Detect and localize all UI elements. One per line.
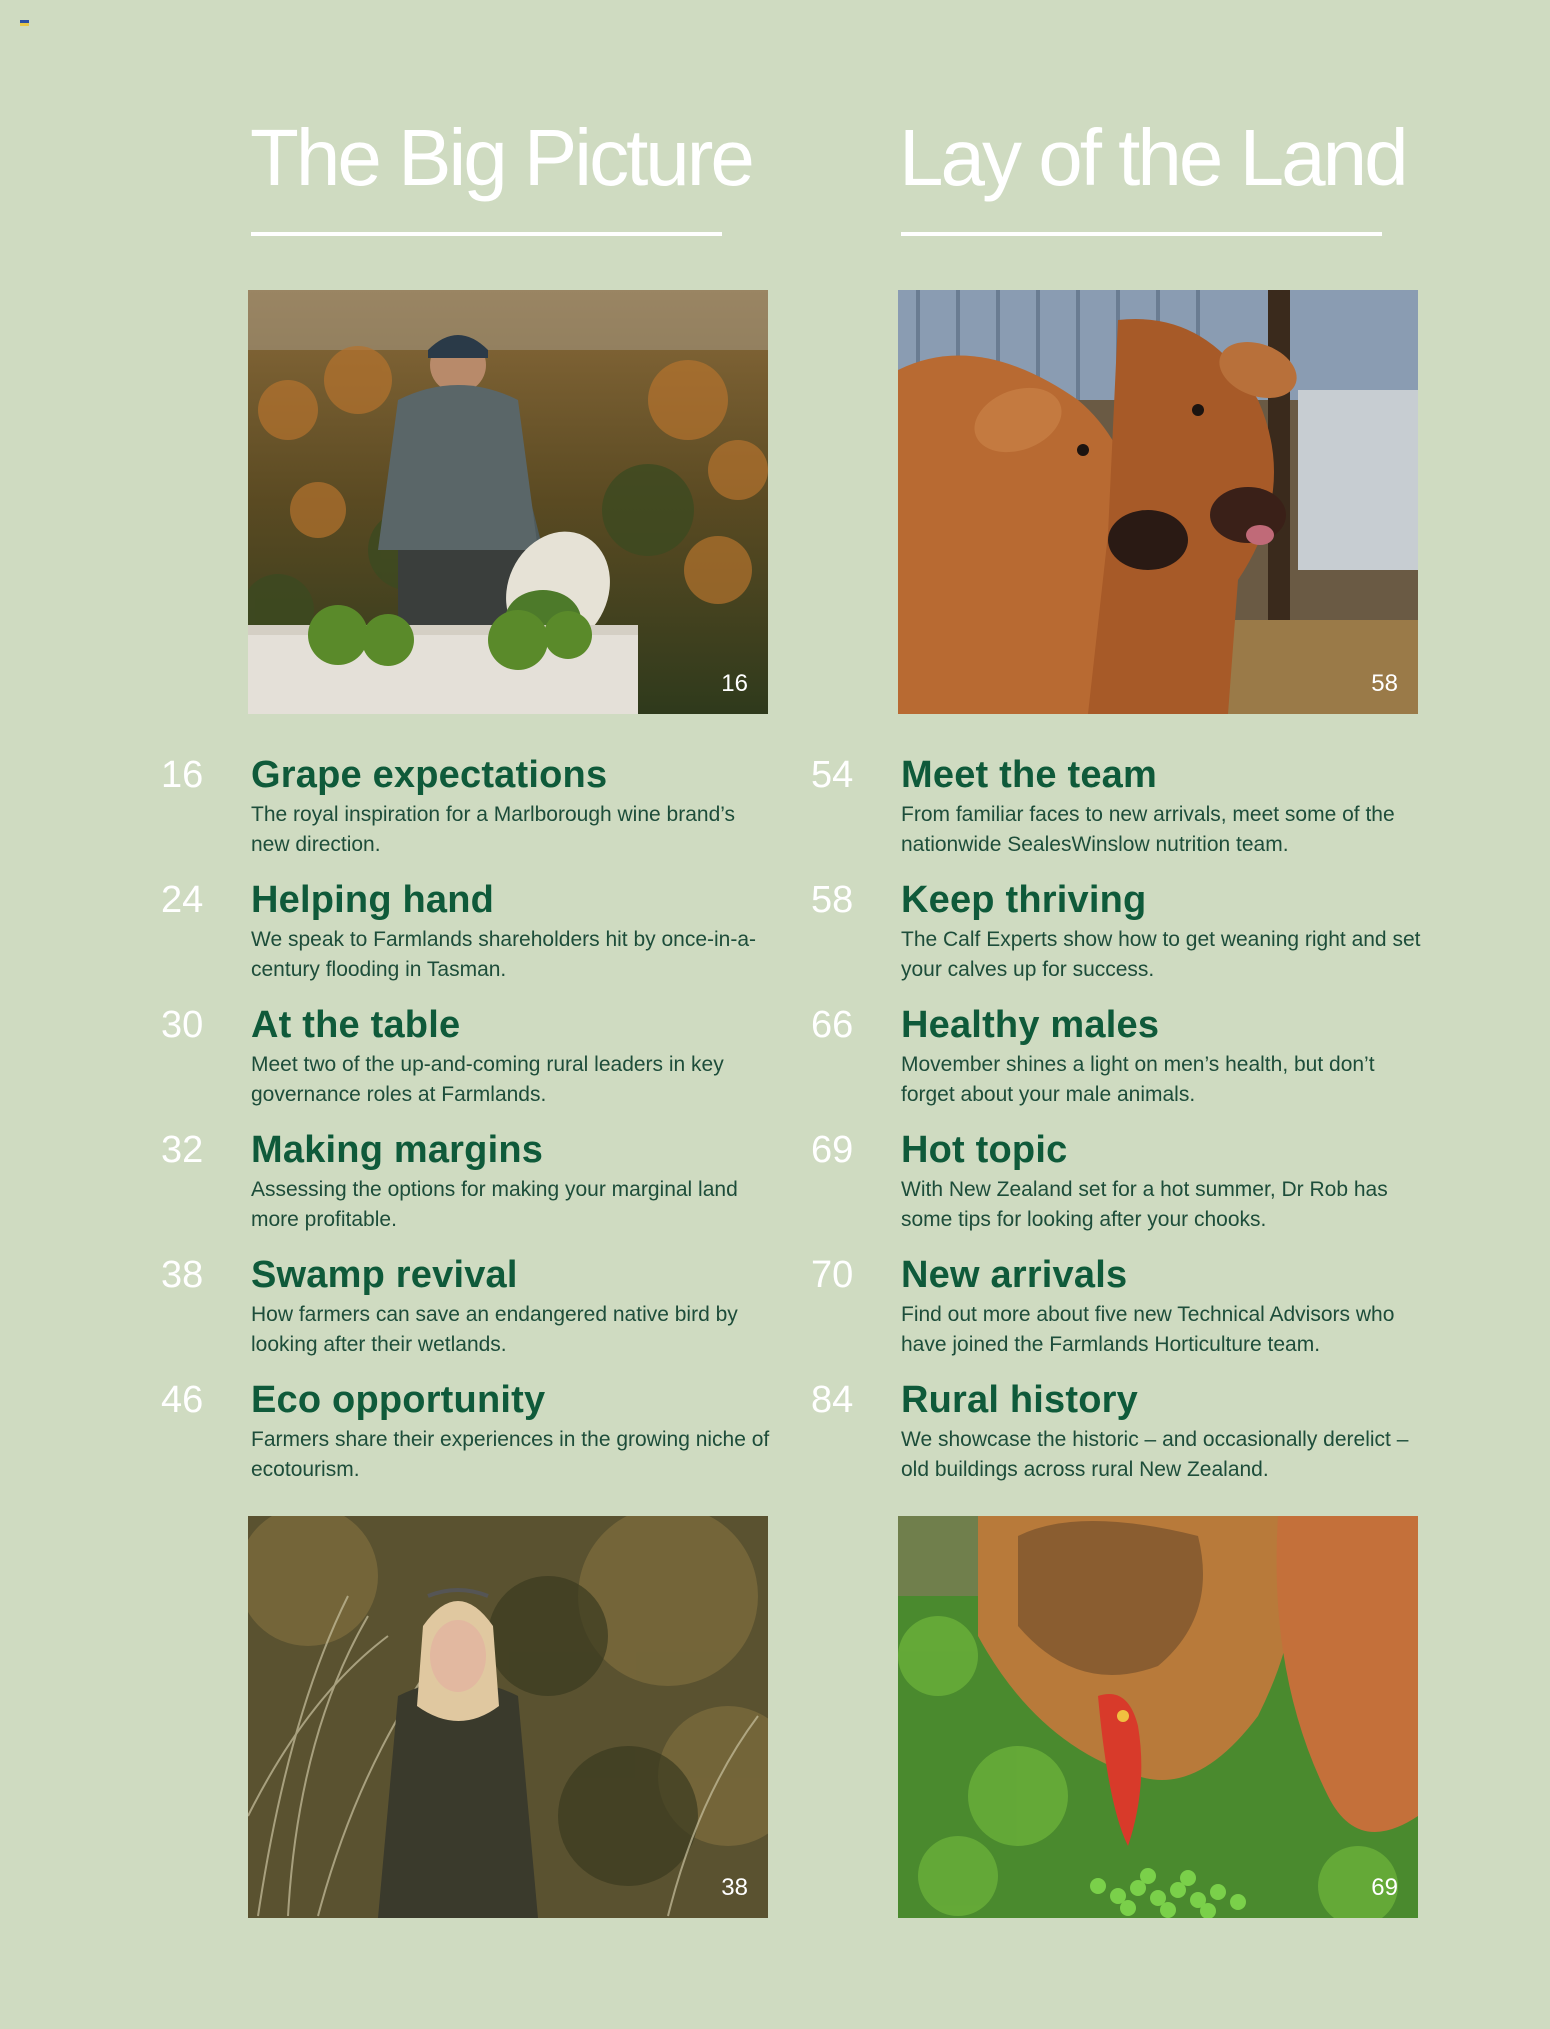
toc-entry-title: Eco opportunity xyxy=(251,1379,546,1421)
photo-calves[interactable] xyxy=(898,290,1418,714)
toc-page-number: 66 xyxy=(811,1004,854,1046)
toc-entry-title: Hot topic xyxy=(901,1129,1068,1171)
toc-entry[interactable] xyxy=(161,1379,771,1485)
toc-page-number: 38 xyxy=(161,1254,204,1296)
toc-entry-title: Grape expectations xyxy=(251,754,608,796)
toc-page-number: 58 xyxy=(811,879,854,921)
photo-page-number: 38 xyxy=(721,1874,748,1901)
toc-entry-title: Healthy males xyxy=(901,1004,1160,1046)
toc-entry-description: Meet two of the up-and-coming rural leaders in key governance roles at Farmlands. xyxy=(251,1052,724,1106)
toc-entry-description: Find out more about five new Technical Advisors who have joined the Farmlands Horticulture team. xyxy=(901,1302,1395,1356)
toc-page-number: 69 xyxy=(811,1129,854,1171)
toc-entry[interactable] xyxy=(161,1129,771,1235)
photo-vineyard-worker[interactable] xyxy=(248,290,768,714)
toc-page-number: 46 xyxy=(161,1379,204,1421)
toc-entry-description: The Calf Experts show how to get weaning right and set your calves up for success. xyxy=(901,927,1421,981)
toc-page-number: 54 xyxy=(811,754,854,796)
toc-entry-description: Farmers share their experiences in the growing niche of ecotourism. xyxy=(251,1427,770,1481)
toc-entry-title: New arrivals xyxy=(901,1254,1128,1296)
toc-entry-title: Meet the team xyxy=(901,754,1158,796)
toc-entry-title: Helping hand xyxy=(251,879,495,921)
toc-entry[interactable] xyxy=(811,879,1421,985)
toc-entry[interactable] xyxy=(811,1129,1421,1235)
toc-entry-title: Swamp revival xyxy=(251,1254,518,1296)
toc-entry-description: With New Zealand set for a hot summer, Dr Rob has some tips for looking after your chooks. xyxy=(901,1177,1388,1231)
toc-entry[interactable] xyxy=(811,1254,1421,1360)
toc-entry[interactable] xyxy=(161,879,771,985)
toc-page-number: 16 xyxy=(161,754,204,796)
section-title-big-picture: The Big Picture xyxy=(250,113,752,202)
toc-entry-description: We speak to Farmlands shareholders hit by once-in-a-century flooding in Tasman. xyxy=(251,927,757,981)
toc-entry[interactable] xyxy=(161,754,771,860)
photo-chickens[interactable] xyxy=(898,1516,1418,1918)
photo-page-number: 58 xyxy=(1371,670,1398,697)
toc-entry[interactable] xyxy=(811,1004,1421,1110)
photo-wetland-woman[interactable] xyxy=(248,1516,768,1918)
toc-page-number: 70 xyxy=(811,1254,854,1296)
toc-entry[interactable] xyxy=(161,1254,771,1360)
section-title-lay-of-the-land: Lay of the Land xyxy=(899,113,1406,202)
title-underline-left xyxy=(251,232,722,236)
toc-entry-description: Movember shines a light on men’s health, but don’t forget about your male animals. xyxy=(901,1052,1375,1106)
toc-entry-description: Assessing the options for making your marginal land more profitable. xyxy=(251,1177,738,1231)
toc-page-number: 30 xyxy=(161,1004,204,1046)
toc-entry[interactable] xyxy=(811,1379,1421,1485)
toc-entry[interactable] xyxy=(811,754,1421,860)
toc-entry-title: Making margins xyxy=(251,1129,544,1171)
toc-entry[interactable] xyxy=(161,1004,771,1110)
toc-page-number: 32 xyxy=(161,1129,204,1171)
corner-marker-icon xyxy=(20,20,29,27)
toc-page-number: 24 xyxy=(161,879,204,921)
toc-entry-title: Rural history xyxy=(901,1379,1138,1421)
toc-entry-title: Keep thriving xyxy=(901,879,1147,921)
toc-page-number: 84 xyxy=(811,1379,854,1421)
photo-page-number: 16 xyxy=(721,670,748,697)
toc-entry-description: How farmers can save an endangered native bird by looking after their wetlands. xyxy=(251,1302,738,1356)
title-underline-right xyxy=(901,232,1382,236)
toc-entry-description: We showcase the historic – and occasionally derelict – old buildings across rural New Zealand. xyxy=(901,1427,1409,1481)
photo-page-number: 69 xyxy=(1371,1874,1398,1901)
toc-entry-title: At the table xyxy=(251,1004,461,1046)
toc-entry-description: The royal inspiration for a Marlborough wine brand’s new direction. xyxy=(251,802,736,856)
toc-entry-description: From familiar faces to new arrivals, meet some of the nationwide SealesWinslow nutrition team. xyxy=(901,802,1395,856)
